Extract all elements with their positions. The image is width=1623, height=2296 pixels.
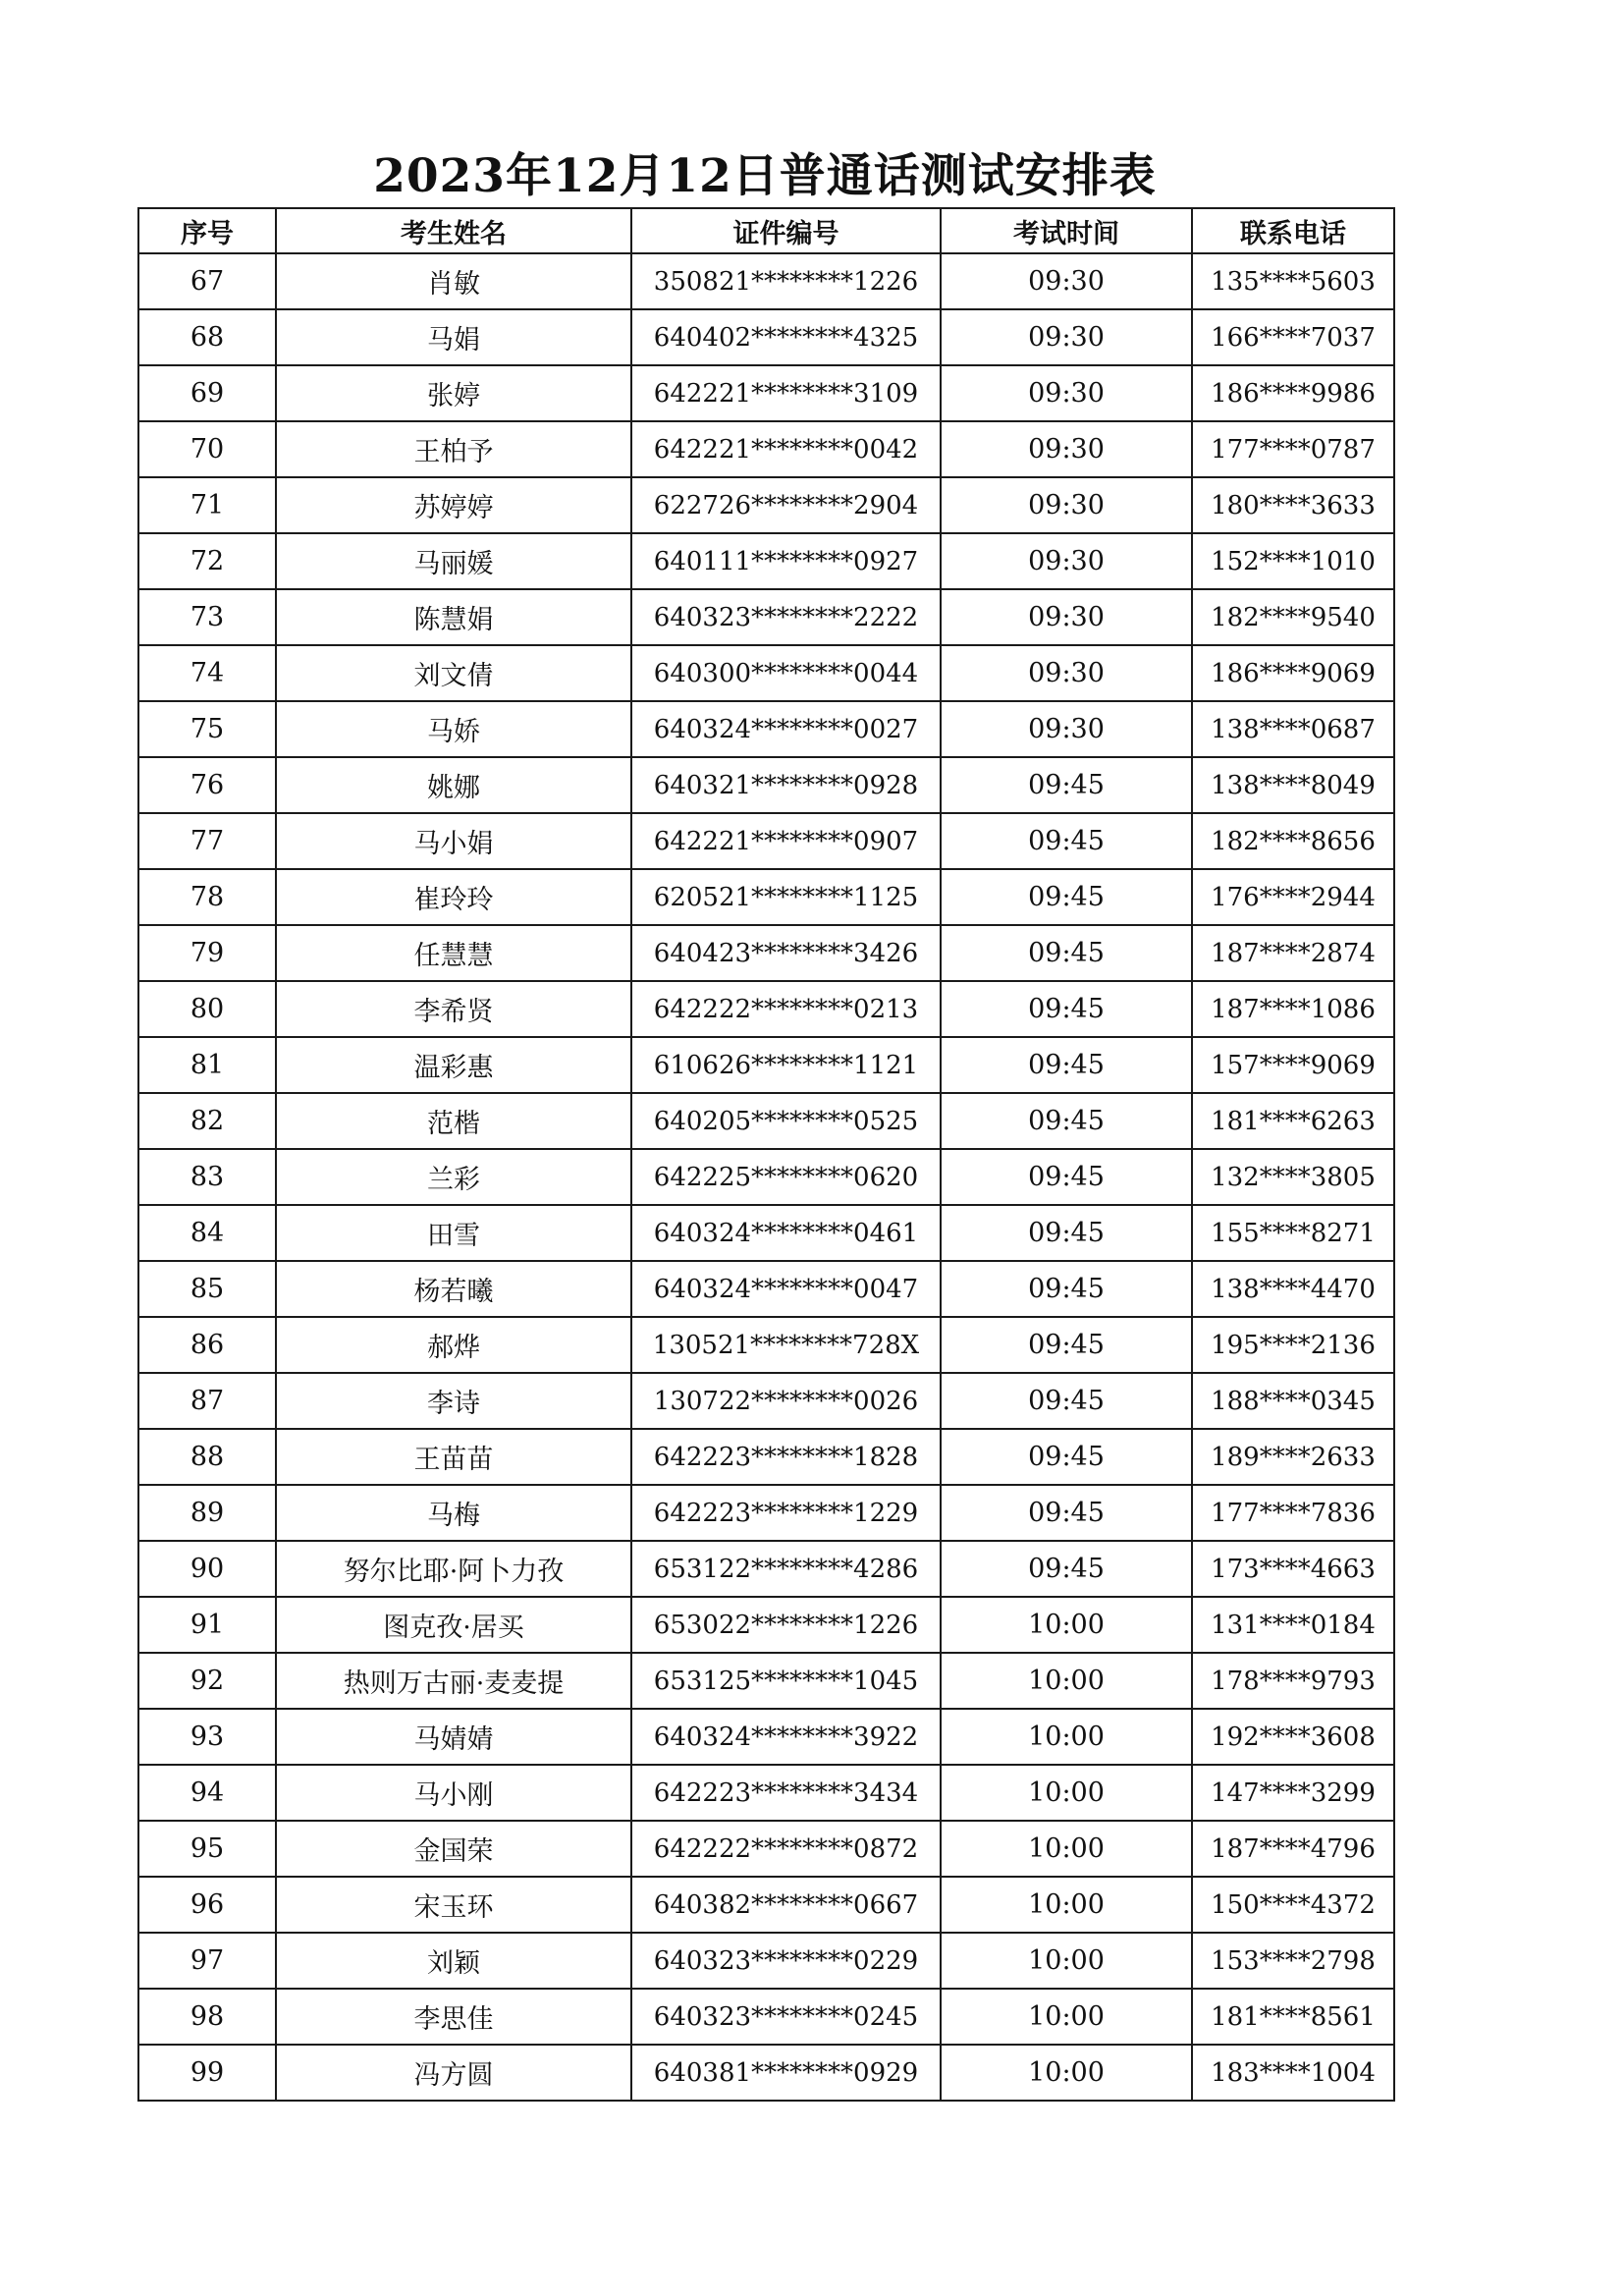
table-row — [138, 589, 1394, 645]
id-cell: 640324********0027 — [631, 701, 941, 757]
phone-cell: 138****8049 — [1192, 757, 1394, 813]
table-row — [138, 1093, 1394, 1149]
time-cell: 09:45 — [941, 813, 1192, 869]
seq-cell: 82 — [138, 1093, 276, 1149]
name-cell: 李诗 — [276, 1373, 631, 1429]
table-row — [138, 2045, 1394, 2101]
name-cell: 李思佳 — [276, 1989, 631, 2045]
time-cell: 09:45 — [941, 757, 1192, 813]
phone-cell: 188****0345 — [1192, 1373, 1394, 1429]
name-cell: 张婷 — [276, 365, 631, 421]
phone-cell: 187****4796 — [1192, 1821, 1394, 1877]
seq-cell: 95 — [138, 1821, 276, 1877]
time-cell: 09:45 — [941, 925, 1192, 981]
table-row — [138, 365, 1394, 421]
name-cell: 范楷 — [276, 1093, 631, 1149]
table-row — [138, 1597, 1394, 1653]
table-row — [138, 1373, 1394, 1429]
time-cell: 09:45 — [941, 1149, 1192, 1205]
time-cell: 09:30 — [941, 701, 1192, 757]
phone-cell: 183****1004 — [1192, 2045, 1394, 2101]
seq-cell: 98 — [138, 1989, 276, 2045]
table-row — [138, 1205, 1394, 1261]
table-row — [138, 1933, 1394, 1989]
id-cell: 642223********1828 — [631, 1429, 941, 1485]
seq-cell: 85 — [138, 1261, 276, 1317]
seq-cell: 94 — [138, 1765, 276, 1821]
phone-cell: 177****7836 — [1192, 1485, 1394, 1541]
phone-cell: 153****2798 — [1192, 1933, 1394, 1989]
name-cell: 王苗苗 — [276, 1429, 631, 1485]
id-cell: 653022********1226 — [631, 1597, 941, 1653]
seq-cell: 91 — [138, 1597, 276, 1653]
name-cell: 马梅 — [276, 1485, 631, 1541]
header-id: 证件编号 — [631, 208, 941, 253]
time-cell: 09:30 — [941, 533, 1192, 589]
time-cell: 10:00 — [941, 1653, 1192, 1709]
id-cell: 640300********0044 — [631, 645, 941, 701]
phone-cell: 182****9540 — [1192, 589, 1394, 645]
name-cell: 任慧慧 — [276, 925, 631, 981]
time-cell: 09:30 — [941, 477, 1192, 533]
time-cell: 10:00 — [941, 1765, 1192, 1821]
name-cell: 王柏予 — [276, 421, 631, 477]
time-cell: 09:30 — [941, 589, 1192, 645]
id-cell: 642221********3109 — [631, 365, 941, 421]
phone-cell: 195****2136 — [1192, 1317, 1394, 1373]
phone-cell: 157****9069 — [1192, 1037, 1394, 1093]
phone-cell: 182****8656 — [1192, 813, 1394, 869]
seq-cell: 93 — [138, 1709, 276, 1765]
phone-cell: 187****2874 — [1192, 925, 1394, 981]
id-cell: 642222********0872 — [631, 1821, 941, 1877]
table-row — [138, 1149, 1394, 1205]
time-cell: 10:00 — [941, 2045, 1192, 2101]
name-cell: 马丽媛 — [276, 533, 631, 589]
name-cell: 刘颖 — [276, 1933, 631, 1989]
seq-cell: 72 — [138, 533, 276, 589]
seq-cell: 79 — [138, 925, 276, 981]
name-cell: 李希贤 — [276, 981, 631, 1037]
table-row — [138, 1317, 1394, 1373]
table-header — [138, 208, 1394, 253]
table-row — [138, 1485, 1394, 1541]
id-cell: 640323********0229 — [631, 1933, 941, 1989]
id-cell: 640423********3426 — [631, 925, 941, 981]
seq-cell: 67 — [138, 253, 276, 309]
table-row — [138, 869, 1394, 925]
time-cell: 10:00 — [941, 1597, 1192, 1653]
name-cell: 温彩惠 — [276, 1037, 631, 1093]
phone-cell: 177****0787 — [1192, 421, 1394, 477]
time-cell: 10:00 — [941, 1989, 1192, 2045]
header-seq: 序号 — [138, 208, 276, 253]
phone-cell: 147****3299 — [1192, 1765, 1394, 1821]
phone-cell: 135****5603 — [1192, 253, 1394, 309]
seq-cell: 81 — [138, 1037, 276, 1093]
seq-cell: 75 — [138, 701, 276, 757]
table-row — [138, 813, 1394, 869]
table-row — [138, 1653, 1394, 1709]
phone-cell: 192****3608 — [1192, 1709, 1394, 1765]
name-cell: 金国荣 — [276, 1821, 631, 1877]
name-cell: 马小刚 — [276, 1765, 631, 1821]
id-cell: 653122********4286 — [631, 1541, 941, 1597]
name-cell: 田雪 — [276, 1205, 631, 1261]
phone-cell: 138****4470 — [1192, 1261, 1394, 1317]
page-title: 2023年12月12日普通话测试安排表 — [373, 149, 1157, 203]
header-time: 考试时间 — [941, 208, 1192, 253]
seq-cell: 86 — [138, 1317, 276, 1373]
id-cell: 640381********0929 — [631, 2045, 941, 2101]
table-row — [138, 701, 1394, 757]
phone-cell: 155****8271 — [1192, 1205, 1394, 1261]
id-cell: 350821********1226 — [631, 253, 941, 309]
name-cell: 努尔比耶·阿卜力孜 — [276, 1541, 631, 1597]
table-row — [138, 1989, 1394, 2045]
schedule-table — [137, 207, 1395, 2102]
phone-cell: 173****4663 — [1192, 1541, 1394, 1597]
id-cell: 642223********1229 — [631, 1485, 941, 1541]
phone-cell: 131****0184 — [1192, 1597, 1394, 1653]
seq-cell: 92 — [138, 1653, 276, 1709]
time-cell: 10:00 — [941, 1933, 1192, 1989]
phone-cell: 178****9793 — [1192, 1653, 1394, 1709]
seq-cell: 78 — [138, 869, 276, 925]
id-cell: 130521********728X — [631, 1317, 941, 1373]
id-cell: 622726********2904 — [631, 477, 941, 533]
seq-cell: 84 — [138, 1205, 276, 1261]
seq-cell: 70 — [138, 421, 276, 477]
phone-cell: 181****8561 — [1192, 1989, 1394, 2045]
table-body — [138, 253, 1394, 2101]
phone-cell: 132****3805 — [1192, 1149, 1394, 1205]
id-cell: 640323********0245 — [631, 1989, 941, 2045]
seq-cell: 74 — [138, 645, 276, 701]
name-cell: 陈慧娟 — [276, 589, 631, 645]
table-row — [138, 1821, 1394, 1877]
header-name: 考生姓名 — [276, 208, 631, 253]
time-cell: 09:45 — [941, 1485, 1192, 1541]
id-cell: 653125********1045 — [631, 1653, 941, 1709]
time-cell: 09:45 — [941, 1037, 1192, 1093]
seq-cell: 87 — [138, 1373, 276, 1429]
id-cell: 610626********1121 — [631, 1037, 941, 1093]
table-row — [138, 981, 1394, 1037]
phone-cell: 166****7037 — [1192, 309, 1394, 365]
id-cell: 642222********0213 — [631, 981, 941, 1037]
seq-cell: 71 — [138, 477, 276, 533]
phone-cell: 150****4372 — [1192, 1877, 1394, 1933]
id-cell: 640324********3922 — [631, 1709, 941, 1765]
id-cell: 642223********3434 — [631, 1765, 941, 1821]
phone-cell: 186****9069 — [1192, 645, 1394, 701]
seq-cell: 88 — [138, 1429, 276, 1485]
time-cell: 09:30 — [941, 645, 1192, 701]
time-cell: 10:00 — [941, 1709, 1192, 1765]
seq-cell: 76 — [138, 757, 276, 813]
name-cell: 肖敏 — [276, 253, 631, 309]
time-cell: 09:45 — [941, 1205, 1192, 1261]
seq-cell: 73 — [138, 589, 276, 645]
id-cell: 642225********0620 — [631, 1149, 941, 1205]
time-cell: 09:30 — [941, 309, 1192, 365]
time-cell: 09:30 — [941, 365, 1192, 421]
name-cell: 马婧婧 — [276, 1709, 631, 1765]
phone-cell: 181****6263 — [1192, 1093, 1394, 1149]
time-cell: 09:30 — [941, 253, 1192, 309]
time-cell: 09:45 — [941, 1541, 1192, 1597]
id-cell: 640324********0461 — [631, 1205, 941, 1261]
header-row — [138, 208, 1394, 253]
table-row — [138, 1541, 1394, 1597]
time-cell: 09:45 — [941, 869, 1192, 925]
name-cell: 苏婷婷 — [276, 477, 631, 533]
table-row — [138, 757, 1394, 813]
seq-cell: 90 — [138, 1541, 276, 1597]
table-row — [138, 477, 1394, 533]
phone-cell: 186****9986 — [1192, 365, 1394, 421]
id-cell: 640382********0667 — [631, 1877, 941, 1933]
id-cell: 642221********0907 — [631, 813, 941, 869]
seq-cell: 89 — [138, 1485, 276, 1541]
time-cell: 09:45 — [941, 1373, 1192, 1429]
table-row — [138, 253, 1394, 309]
time-cell: 09:45 — [941, 1317, 1192, 1373]
phone-cell: 152****1010 — [1192, 533, 1394, 589]
seq-cell: 80 — [138, 981, 276, 1037]
table-row — [138, 1765, 1394, 1821]
table-row — [138, 1261, 1394, 1317]
name-cell: 杨若曦 — [276, 1261, 631, 1317]
seq-cell: 68 — [138, 309, 276, 365]
seq-cell: 99 — [138, 2045, 276, 2101]
name-cell: 姚娜 — [276, 757, 631, 813]
seq-cell: 77 — [138, 813, 276, 869]
name-cell: 郝烨 — [276, 1317, 631, 1373]
id-cell: 640205********0525 — [631, 1093, 941, 1149]
time-cell: 09:45 — [941, 981, 1192, 1037]
time-cell: 10:00 — [941, 1877, 1192, 1933]
id-cell: 640324********0047 — [631, 1261, 941, 1317]
name-cell: 冯方圆 — [276, 2045, 631, 2101]
id-cell: 640321********0928 — [631, 757, 941, 813]
phone-cell: 189****2633 — [1192, 1429, 1394, 1485]
table-row — [138, 309, 1394, 365]
table-row — [138, 1429, 1394, 1485]
seq-cell: 96 — [138, 1877, 276, 1933]
name-cell: 马娇 — [276, 701, 631, 757]
seq-cell: 83 — [138, 1149, 276, 1205]
time-cell: 09:45 — [941, 1429, 1192, 1485]
id-cell: 640323********2222 — [631, 589, 941, 645]
time-cell: 09:30 — [941, 421, 1192, 477]
time-cell: 10:00 — [941, 1821, 1192, 1877]
name-cell: 宋玉环 — [276, 1877, 631, 1933]
table-row — [138, 925, 1394, 981]
id-cell: 640402********4325 — [631, 309, 941, 365]
name-cell: 马娟 — [276, 309, 631, 365]
name-cell: 刘文倩 — [276, 645, 631, 701]
header-phone: 联系电话 — [1192, 208, 1394, 253]
time-cell: 09:45 — [941, 1093, 1192, 1149]
name-cell: 热则万古丽·麦麦提 — [276, 1653, 631, 1709]
id-cell: 130722********0026 — [631, 1373, 941, 1429]
id-cell: 640111********0927 — [631, 533, 941, 589]
seq-cell: 97 — [138, 1933, 276, 1989]
table-row — [138, 645, 1394, 701]
table-row — [138, 421, 1394, 477]
phone-cell: 187****1086 — [1192, 981, 1394, 1037]
name-cell: 崔玲玲 — [276, 869, 631, 925]
id-cell: 642221********0042 — [631, 421, 941, 477]
name-cell: 图克孜·居买 — [276, 1597, 631, 1653]
phone-cell: 180****3633 — [1192, 477, 1394, 533]
table-row — [138, 1037, 1394, 1093]
time-cell: 09:45 — [941, 1261, 1192, 1317]
name-cell: 马小娟 — [276, 813, 631, 869]
phone-cell: 176****2944 — [1192, 869, 1394, 925]
seq-cell: 69 — [138, 365, 276, 421]
name-cell: 兰彩 — [276, 1149, 631, 1205]
table-row — [138, 1877, 1394, 1933]
table-row — [138, 533, 1394, 589]
id-cell: 620521********1125 — [631, 869, 941, 925]
table-row — [138, 1709, 1394, 1765]
phone-cell: 138****0687 — [1192, 701, 1394, 757]
